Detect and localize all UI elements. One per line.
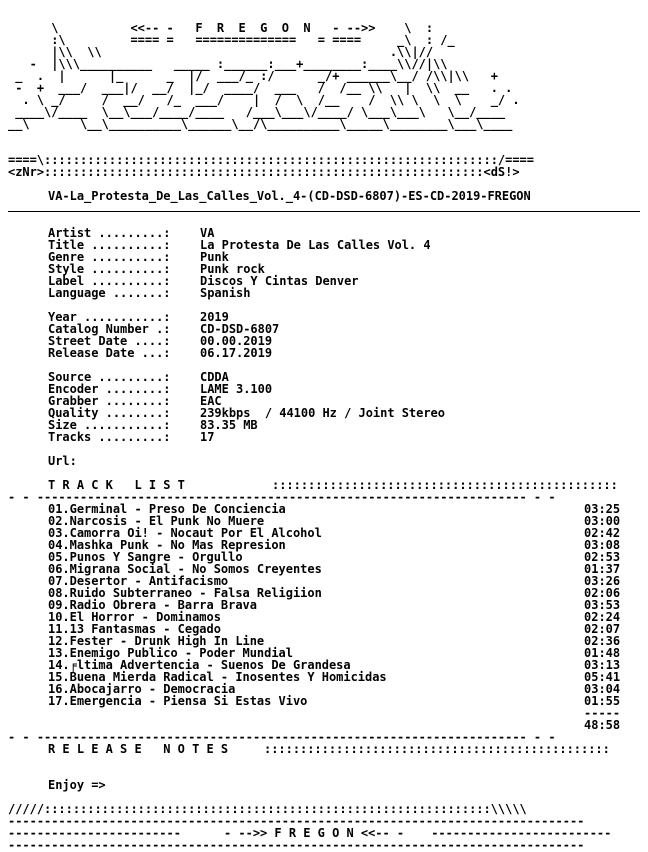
track-time: 03:13 bbox=[584, 658, 621, 672]
release-name: VA-La_Protesta_De_Las_Calles_Vol._4-(CD-DSD-6807)-ES-CD-2019-FREGON bbox=[48, 189, 531, 203]
info-label: Size ...........: bbox=[48, 418, 171, 432]
track-time: 01:37 bbox=[584, 562, 621, 576]
release-notes-header: R E L E A S E N O T E S bbox=[48, 742, 229, 756]
info-value: LAME 3.100 bbox=[200, 382, 273, 396]
divider bbox=[8, 211, 640, 212]
info-value: 239kbps / 44100 Hz / Joint Stereo bbox=[200, 406, 445, 420]
track-title: 01.Germinal - Preso De Conciencia bbox=[48, 502, 286, 516]
track-title: 17.Emergencia - Piensa Si Estas Vivo bbox=[48, 694, 308, 708]
info-label: Encoder ........: bbox=[48, 382, 171, 396]
footer-brand: - -->> F R E G O N <<-- - bbox=[224, 826, 405, 840]
footer-rule: -------------------------------------------------------------------------------- bbox=[8, 814, 585, 828]
ascii-art-line: - |\\\__________ _____ :______:___+________:____\\//|\\ bbox=[8, 57, 448, 71]
track-time: 03:53 bbox=[584, 598, 621, 612]
info-value: VA bbox=[200, 226, 215, 240]
track-time: 03:00 bbox=[584, 514, 621, 528]
release-notes-dots: :::::::::::::::::::::::::::::::::::::::::::::::: bbox=[264, 742, 610, 756]
info-value: CD-DSD-6807 bbox=[200, 322, 280, 336]
track-time: 02:36 bbox=[584, 634, 621, 648]
track-title: 04.Mashka Punk - No Mas Represion bbox=[48, 538, 286, 552]
track-title: 15.Buena Mierda Radical - Inosentes Y Homicidas bbox=[48, 670, 387, 684]
track-time: 03:26 bbox=[584, 574, 621, 588]
track-title: 12.Fester - Drunk High In Line bbox=[48, 634, 265, 648]
track-title: 03.Camorra Oi! - Nocaut Por El Alcohol bbox=[48, 526, 322, 540]
info-value: 17 bbox=[200, 430, 215, 444]
track-time: 01:55 bbox=[584, 694, 621, 708]
track-time: 02:42 bbox=[584, 526, 621, 540]
tracklist-header: T R A C K L I S T bbox=[48, 478, 185, 492]
section-divider: - - -------------------------------------------------------------------- - - bbox=[8, 490, 556, 504]
track-time: 03:08 bbox=[584, 538, 621, 552]
info-label: Catalog Number .: bbox=[48, 322, 171, 336]
ascii-art-line: . \ _/ / __/ /_ ___/ | / \ /__ / \\ \ \ \ _/ . bbox=[8, 93, 520, 107]
info-value: 06.17.2019 bbox=[200, 346, 273, 360]
info-value: 2019 bbox=[200, 310, 229, 324]
info-label: Grabber ........: bbox=[48, 394, 171, 408]
track-time: 02:53 bbox=[584, 550, 621, 564]
info-value: 00.00.2019 bbox=[200, 334, 273, 348]
info-value: Spanish bbox=[200, 286, 251, 300]
ascii-art-line: |\\ \\ .\\|// bbox=[8, 45, 434, 59]
track-title: 11.13 Fantasmas - Cegado bbox=[48, 622, 221, 636]
track-title: 02.Narcosis - El Punk No Muere bbox=[48, 514, 265, 528]
info-label: Street Date ....: bbox=[48, 334, 171, 348]
info-value: 83.35 MB bbox=[200, 418, 258, 432]
track-title: 16.Abocajarro - Democracia bbox=[48, 682, 236, 696]
track-title: 07.Desertor - Antifacismo bbox=[48, 574, 229, 588]
info-value: Punk rock bbox=[200, 262, 265, 276]
track-time: 03:25 bbox=[584, 502, 621, 516]
track-title: 13.Enemigo Publico - Poder Mundial bbox=[48, 646, 293, 660]
track-time: 05:41 bbox=[584, 670, 621, 684]
url-label: Url: bbox=[48, 454, 77, 468]
info-label: Artist .........: bbox=[48, 226, 171, 240]
tracklist-dots: :::::::::::::::::::::::::::::::::::::::::::::::: bbox=[272, 478, 618, 492]
track-title: 10.El Horror - Dominamos bbox=[48, 610, 221, 624]
info-label: Style ..........: bbox=[48, 262, 171, 276]
ascii-art-line: ====\:::::::::::::::::::::::::::::::::::::::::::::::::::::::::::::::/==== bbox=[8, 153, 534, 167]
track-title: 06.Migrana Social - No Somos Creyentes bbox=[48, 562, 322, 576]
total-rule: ----- bbox=[584, 706, 621, 720]
track-time: 02:06 bbox=[584, 586, 621, 600]
ascii-art-line bbox=[8, 130, 476, 142]
footer-right-dashes: ------------------------- bbox=[424, 826, 612, 840]
info-label: Source .........: bbox=[48, 370, 171, 384]
info-value: EAC bbox=[200, 394, 222, 408]
info-label: Release Date ...: bbox=[48, 346, 171, 360]
ascii-art-line: _ . | |_ _ |/ ___/_ :/ _/+ ______\__/ /\\|\\ + bbox=[8, 69, 498, 83]
ascii-art-line: \ <<-- - F R E G O N - -->> \ : bbox=[8, 21, 434, 35]
footer-left-dashes: ------------------------ bbox=[8, 826, 189, 840]
track-title: 08.Ruido Subterraneo - Falsa Religiion bbox=[48, 586, 322, 600]
release-notes-text: Enjoy => bbox=[48, 778, 106, 792]
info-label: Quality ........: bbox=[48, 406, 171, 420]
info-label: Label ..........: bbox=[48, 274, 171, 288]
ascii-art-line: __\ \__\__________\______\__/\__________\_____\________\___\____ bbox=[8, 117, 513, 131]
track-time: 01:48 bbox=[584, 646, 621, 660]
section-divider: - - -------------------------------------------------------------------- - - bbox=[8, 730, 556, 744]
ascii-art-line: :\ ==== = ============== = ==== _\ : /_ bbox=[8, 33, 455, 47]
track-time: 02:24 bbox=[584, 610, 621, 624]
ascii-art-line: ____\/____ \__\___/____/____ /___\___\/____/ \___\___\ \__/____ bbox=[8, 105, 506, 119]
track-time: 03:04 bbox=[584, 682, 621, 696]
info-value: La Protesta De Las Calles Vol. 4 bbox=[200, 238, 431, 252]
track-title: 05.Punos Y Sangre - Orgullo bbox=[48, 550, 243, 564]
footer-bar: /////::::::::::::::::::::::::::::::::::::::::::::::::::::::::::::::\\\\\ bbox=[8, 802, 527, 816]
ascii-art-line: - + ___/ ___|/ __/ |_/ ____/ ___ / /__ \\ | \\ __ . . bbox=[8, 81, 513, 95]
ascii-art-line: <zNr>:::::::::::::::::::::::::::::::::::::::::::::::::::::::::::::<dS!> bbox=[8, 165, 520, 179]
footer-rule: -------------------------------------------------------------------------------- bbox=[8, 838, 585, 852]
track-title: 14.╒ltima Advertencia - Suenos De Grandesa bbox=[48, 658, 351, 672]
track-title: 09.Radio Obrera - Barra Brava bbox=[48, 598, 257, 612]
info-label: Tracks .........: bbox=[48, 430, 171, 444]
info-value: Discos Y Cintas Denver bbox=[200, 274, 359, 288]
info-label: Genre ..........: bbox=[48, 250, 171, 264]
info-label: Year ...........: bbox=[48, 310, 171, 324]
total-time: 48:58 bbox=[584, 718, 621, 732]
info-label: Title ..........: bbox=[48, 238, 171, 252]
info-value: CDDA bbox=[200, 370, 229, 384]
track-time: 02:07 bbox=[584, 622, 621, 636]
info-value: Punk bbox=[200, 250, 229, 264]
info-label: Language .......: bbox=[48, 286, 171, 300]
